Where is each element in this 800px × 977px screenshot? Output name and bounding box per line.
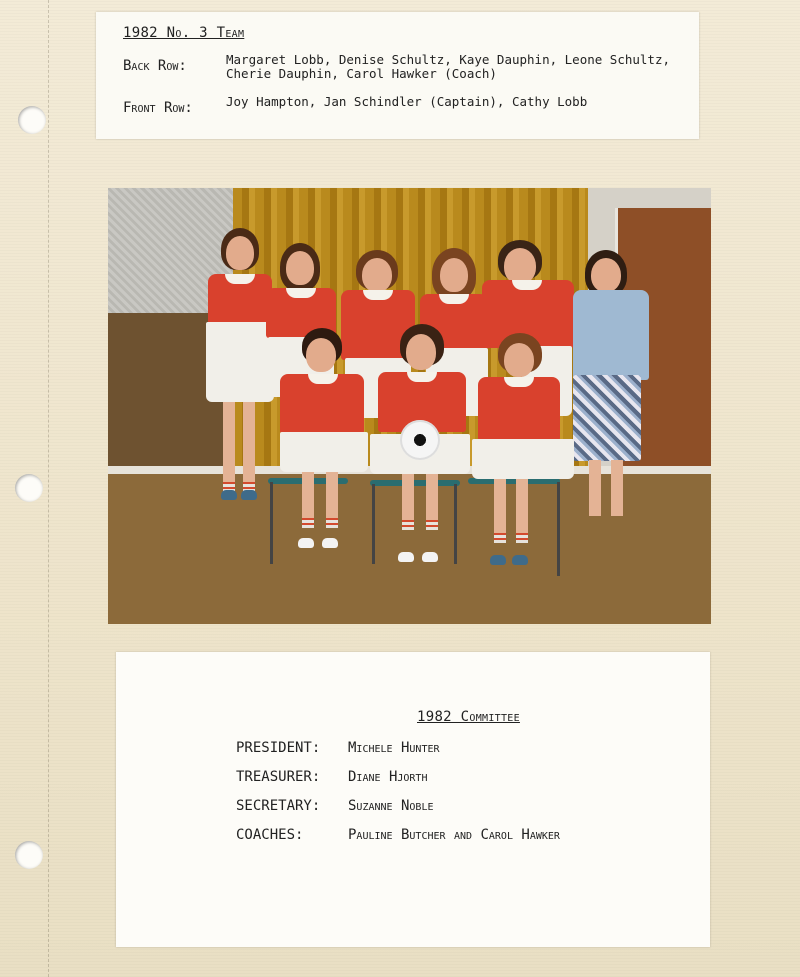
binder-hole-top [18, 106, 46, 134]
chair-2 [370, 480, 460, 486]
binder-hole-middle [15, 474, 43, 502]
page-margin-line [48, 0, 49, 977]
committee-card [116, 652, 710, 947]
committee-role-treasurer: TREASURER: [236, 769, 321, 785]
committee-name-treasurer: Diane Hjorth [348, 769, 428, 785]
back-row-names: Margaret Lobb, Denise Schultz, Kaye Dauphin, Leone Schultz, Cherie Dauphin, Carol Hawker (Coach) [226, 52, 671, 81]
front-row-label: Front Row: [123, 100, 193, 116]
committee-name-president: Michele Hunter [348, 740, 440, 756]
committee-name-secretary: Suzanne Noble [348, 798, 434, 814]
front-row-names: Joy Hampton, Jan Schindler (Captain), Cathy Lobb [226, 94, 588, 109]
team-title: 1982 No. 3 Team [123, 25, 245, 41]
committee-name-coaches: Pauline Butcher and Carol Hawker [348, 827, 560, 843]
committee-role-president: PRESIDENT: [236, 740, 321, 756]
binder-hole-bottom [15, 841, 43, 869]
soccer-ball [400, 420, 440, 460]
back-row-label: Back Row: [123, 58, 187, 74]
team-caption-card [96, 12, 699, 139]
team-photograph [108, 188, 711, 624]
committee-role-secretary: SECRETARY: [236, 798, 321, 814]
committee-role-coaches: COACHES: [236, 827, 304, 843]
committee-title: 1982 Committee [417, 709, 520, 725]
